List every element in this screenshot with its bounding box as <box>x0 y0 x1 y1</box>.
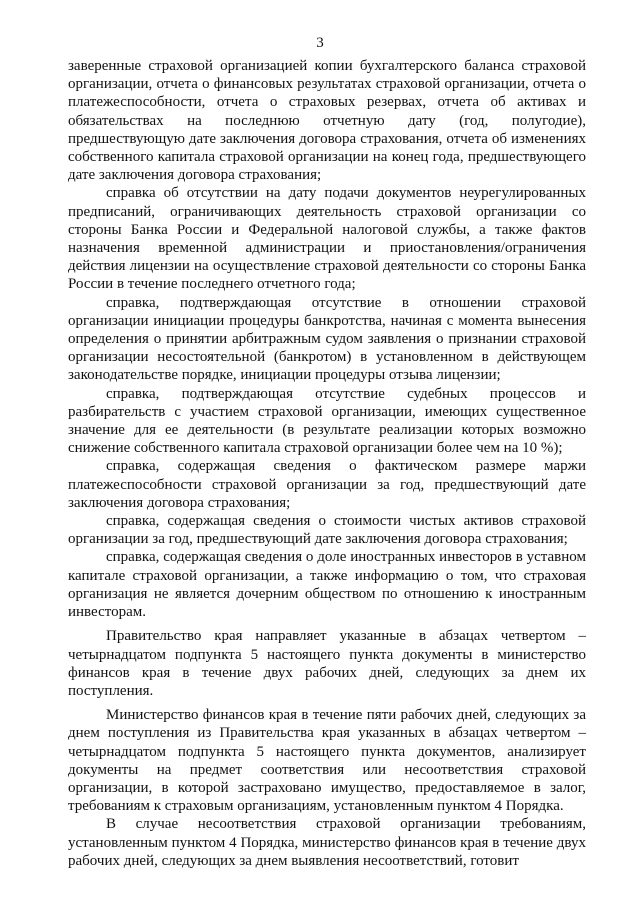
paragraph-foreign-investors: справка, содержащая сведения о доле иностранных инвесторов в уставном капитале страховой организации, а также информацию о том, что страховая организация не является дочерним обществом по отношению к иностранным инвесторам. <box>68 549 586 621</box>
paragraph-net-assets: справка, содержащая сведения о стоимости чистых активов страховой организации за год, предшествующий дате заключения договора страхования; <box>68 513 586 548</box>
paragraph-no-litigation: справка, подтверждающая отсутствие судебных процессов и разбирательств с участием страховой организации, имеющих существенное значение для ее деятельности (в результате реализации которых возможно снижение собственного капитала страховой организации более чем на 10 %); <box>68 385 586 457</box>
page-number: 3 <box>316 35 324 51</box>
paragraph-financial-reports: заверенные страховой организацией копии бухгалтерского баланса страховой организации, отчета о финансовых результатах страховой организации, отчета о платежеспособности, отчета о страховых резервах, отчета об активах и обязательствах на последнюю отчетную дату (год, полугодие), предшествующую дате заключения договора страхования, отчета об изменениях собственного капитала страховой организации на конец года, предшествующего дате заключения договора страхования; <box>68 58 586 184</box>
paragraph-noncompliance: В случае несоответствия страховой организации требованиям, установленным пунктом 4 Порядка, министерство финансов края в течение двух рабочих дней, следующих за днем выявления несоответствий, готовит <box>68 816 586 869</box>
paragraph-solvency-margin: справка, содержащая сведения о фактическом размере маржи платежеспособности страховой организации за год, предшествующий дате заключения договора страхования; <box>68 458 586 511</box>
paragraph-government-sends: Правительство края направляет указанные в абзацах четвертом – четырнадцатом подпункта 5 настоящего пункта документы в министерство финансов края в течение двух рабочих дней, следующих за днем их поступления. <box>68 628 586 699</box>
paragraph-ministry-analyzes: Министерство финансов края в течение пяти рабочих дней, следующих за днем поступления из Правительства края указанных в абзацах четвертом – четырнадцатом подпункта 5 настоящего пункта документов, анализирует документы на предмет соответствия или несоответствия страховой организации, в которой застраховано имущество, предоставляемое в залог, требованиям к страховым организациям, установленным пунктом 4 Порядка. <box>68 707 586 815</box>
paragraph-no-bankruptcy: справка, подтверждающая отсутствие в отношении страховой организации инициации процедуры банкротства, начиная с момента вынесения определения о принятии арбитражным судом заявления о признании страховой организации несостоятельной (банкротом) в установленном в действующем законодательстве порядке, инициации процедуры отзыва лицензии; <box>68 294 586 384</box>
paragraph-no-unresolved-orders: справка об отсутствии на дату подачи документов неурегулированных предписаний, ограничивающих деятельность страховой организации со стороны Банка России и Федеральной налоговой службы, а также фактов назначения временной администрации и приостановления/ограничения действия лицензии на осуществление страховой деятельности со стороны Банка России в течение последнего отчетного года; <box>68 185 586 293</box>
document-body <box>68 57 586 870</box>
